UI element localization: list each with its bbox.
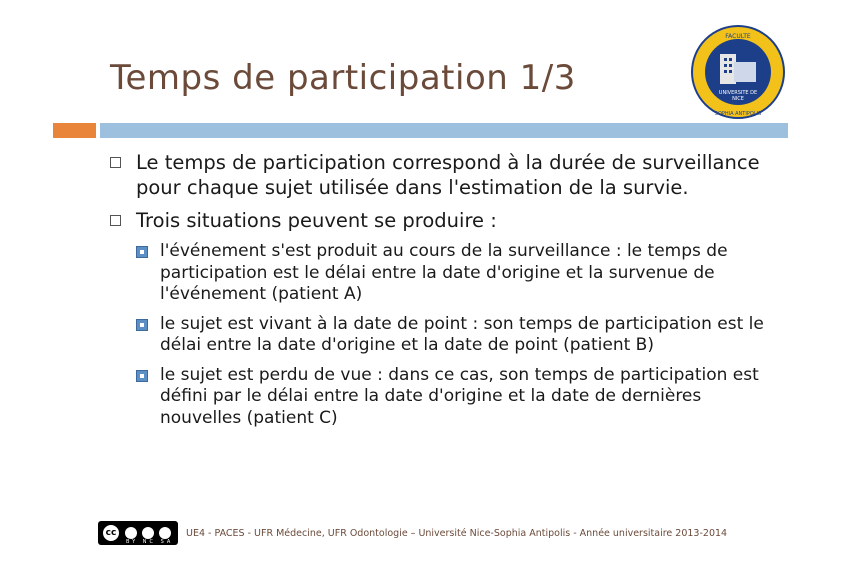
sub-bullet-item [108, 314, 768, 357]
svg-text:UNIVERSITE DE: UNIVERSITE DE [718, 90, 758, 96]
bullet-text: Trois situations peuvent se produire : [136, 209, 497, 232]
sub-bullet-text: le sujet est vivant à la date de point : son temps de participation est le délai entre la date d'origine et la date de point (patient B) [160, 313, 764, 355]
title-accent-orange [53, 123, 96, 138]
footer [98, 520, 727, 546]
title-accent-blue [100, 123, 788, 138]
page-title: Temps de participation 1/3 [110, 58, 576, 98]
svg-text:NICE: NICE [732, 96, 744, 102]
filled-square-bullet-icon [136, 370, 148, 382]
square-bullet-icon [110, 157, 121, 168]
slide-content [108, 150, 768, 437]
cc-license-badge[interactable] [98, 521, 178, 545]
faculty-logo [690, 24, 786, 120]
filled-square-bullet-icon [136, 246, 148, 258]
svg-text:SOPHIA ANTIPOLIS: SOPHIA ANTIPOLIS [714, 111, 762, 117]
sub-bullet-text: le sujet est perdu de vue : dans ce cas, son temps de participation est défini par le délai entre la date d'origine et la date de dernières nouvelles (patient C) [160, 364, 759, 428]
non-commercial-icon [141, 526, 155, 540]
square-bullet-icon [110, 215, 121, 226]
filled-square-bullet-icon [136, 319, 148, 331]
svg-text:FACULTE: FACULTE [725, 33, 751, 40]
footer-text: UE4 - PACES - UFR Médecine, UFR Odontologie – Université Nice-Sophia Antipolis - Année universitaire 2013-2014 [186, 527, 728, 539]
sub-bullet-text: l'événement s'est produit au cours de la surveillance : le temps de participation est le délai entre la date d'origine et la survenue de l'événement (patient A) [160, 241, 728, 304]
sub-bullet-item [108, 365, 768, 430]
bullet-text: Le temps de participation correspond à la durée de surveillance pour chaque sujet utilisée dans l'estimation de la survie. [136, 151, 760, 199]
bullet-item [108, 208, 768, 233]
share-alike-icon [158, 526, 172, 540]
creative-commons-icon: cc [101, 523, 121, 543]
bullet-item [108, 150, 768, 200]
attribution-icon [124, 526, 138, 540]
sub-bullet-item [108, 241, 768, 306]
license-labels: BY NC SA [126, 539, 174, 545]
